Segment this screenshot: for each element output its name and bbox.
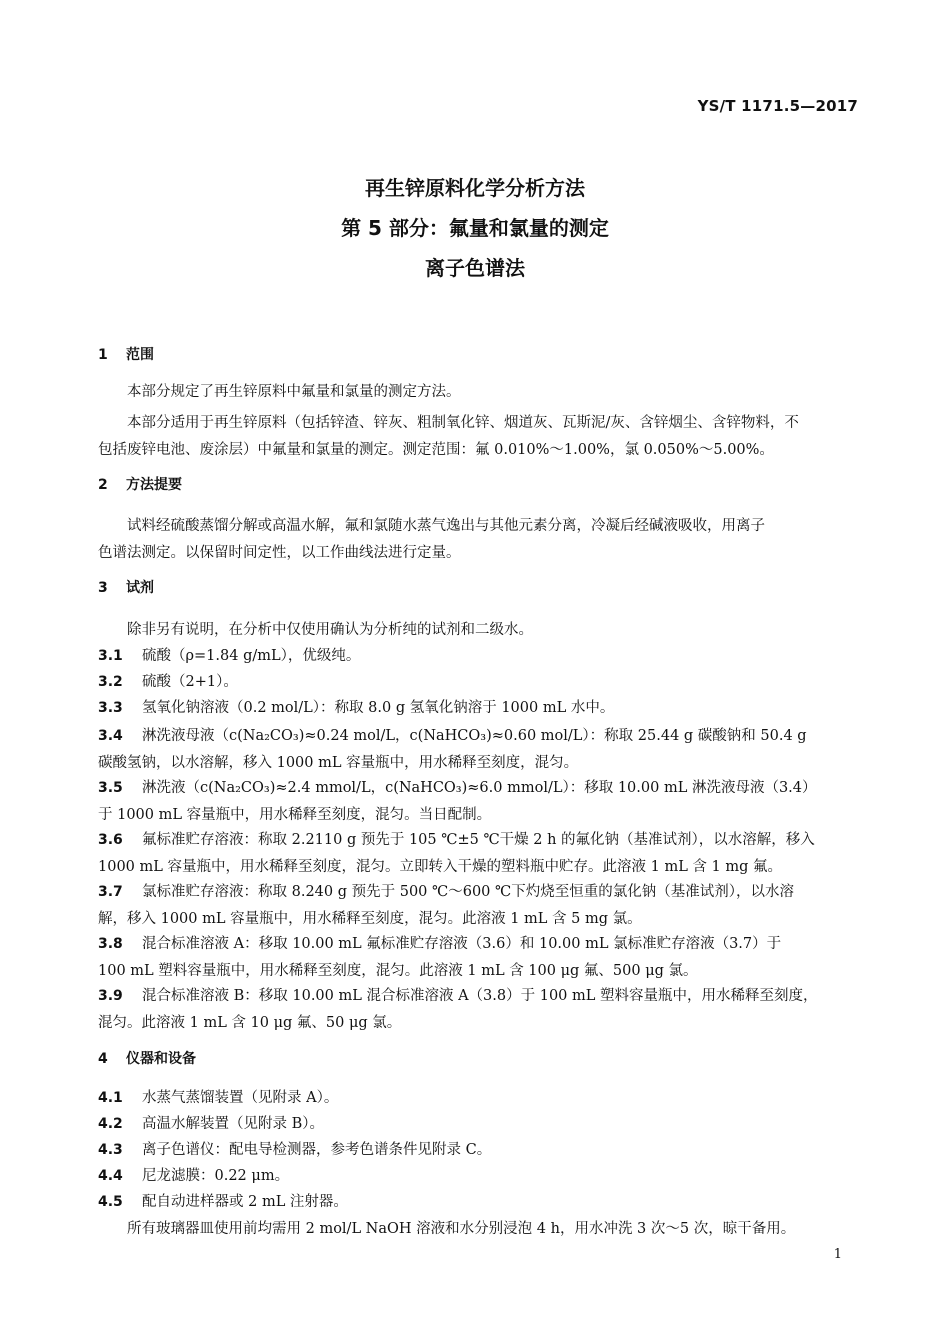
section-title: 试剂 — [126, 580, 154, 596]
item-text: 混合标准溶液 A：移取 10.00 mL 氟标准贮存溶液（3.6）和 10.00 mL 氯标准贮存溶液（3.7）于 — [142, 936, 782, 952]
item-text: 配自动进样器或 2 mL 注射器。 — [142, 1194, 348, 1210]
section-number: 3 — [98, 580, 108, 596]
item-text: 氯标准贮存溶液：称取 8.240 g 预先于 500 ℃～600 ℃下灼烧至恒重的氯化钠（基准试剂），以水溶 — [142, 884, 794, 900]
item-text: 混合标准溶液 B：移取 10.00 mL 混合标准溶液 A（3.8）于 100 mL 塑料容量瓶中，用水稀释至刻度， — [142, 988, 818, 1004]
equipment-item — [98, 1163, 860, 1190]
reagent-item-continuation: 于 1000 mL 容量瓶中，用水稀释至刻度，混匀。当日配制。 — [98, 807, 492, 823]
section-title: 范围 — [126, 347, 154, 363]
reagent-item — [98, 827, 860, 854]
item-text: 离子色谱仪：配电导检测器，参考色谱条件见附录 C。 — [142, 1142, 492, 1158]
reagent-item — [98, 669, 860, 696]
item-text: 水蒸气蒸馏装置（见附录 A）。 — [142, 1090, 339, 1106]
page-number: 1 — [833, 1247, 842, 1262]
section-2-paragraph-line-1: 试料经硫酸蒸馏分解或高温水解，氟和氯随水蒸气逸出与其他元素分离，冷凝后经碱液吸收，用离子 — [127, 518, 765, 534]
reagent-item-continuation: 1000 mL 容量瓶中，用水稀释至刻度，混匀。立即转入干燥的塑料瓶中贮存。此溶液 1 mL 含 1 mg 氟。 — [98, 859, 783, 875]
equipment-note: 所有玻璃器皿使用前均需用 2 mol/L NaOH 溶液和水分别浸泡 4 h，用水冲洗 3 次～5 次，晾干备用。 — [127, 1221, 796, 1237]
equipment-item — [98, 1085, 860, 1112]
section-2-heading — [98, 475, 182, 495]
section-title: 方法提要 — [126, 477, 182, 493]
section-4-heading — [98, 1049, 196, 1069]
item-number: 4.1 — [98, 1090, 123, 1106]
item-number: 3.7 — [98, 884, 123, 900]
item-text: 硫酸（ρ=1.84 g/mL），优级纯。 — [142, 648, 361, 664]
standard-number: YS/T 1171.5—2017 — [697, 97, 858, 115]
equipment-item — [98, 1189, 860, 1216]
doc-title-line-1: 再生锌原料化学分析方法 — [365, 176, 585, 200]
item-text: 硫酸（2+1）。 — [142, 674, 238, 690]
section-1-paragraph-2-line-2: 包括废锌电池、废涂层）中氟量和氯量的测定。测定范围：氟 0.010%～1.00%，氯 0.050%～5.00%。 — [98, 442, 774, 458]
item-number: 4.2 — [98, 1116, 123, 1132]
section-3-intro: 除非另有说明，在分析中仅使用确认为分析纯的试剂和二级水。 — [127, 622, 533, 638]
equipment-item — [98, 1137, 860, 1164]
section-title: 仪器和设备 — [126, 1051, 196, 1067]
item-number: 4.5 — [98, 1194, 123, 1210]
section-number: 1 — [98, 347, 108, 363]
reagent-item — [98, 983, 860, 1010]
equipment-item — [98, 1111, 860, 1138]
item-number: 3.3 — [98, 700, 123, 716]
reagent-item-continuation: 混匀。此溶液 1 mL 含 10 μg 氟、50 μg 氯。 — [98, 1015, 402, 1031]
item-text: 高温水解装置（见附录 B）。 — [142, 1116, 325, 1132]
item-text: 尼龙滤膜：0.22 μm。 — [142, 1168, 290, 1184]
section-2-paragraph-line-2: 色谱法测定。以保留时间定性，以工作曲线法进行定量。 — [98, 545, 461, 561]
reagent-item — [98, 879, 860, 906]
reagent-item — [98, 643, 860, 670]
section-number: 4 — [98, 1051, 108, 1067]
section-1-paragraph-1: 本部分规定了再生锌原料中氟量和氯量的测定方法。 — [127, 384, 461, 400]
item-text: 淋洗液母液（c(Na₂CO₃)≈0.24 mol/L，c(NaHCO₃)≈0.60 mol/L）：称取 25.44 g 碳酸钠和 50.4 g — [142, 728, 807, 744]
item-number: 4.4 — [98, 1168, 123, 1184]
item-number: 3.6 — [98, 832, 123, 848]
reagent-item — [98, 931, 860, 958]
item-number: 3.2 — [98, 674, 123, 690]
item-number: 4.3 — [98, 1142, 123, 1158]
section-3-heading — [98, 578, 154, 598]
section-1-heading — [98, 345, 154, 365]
reagent-item — [98, 723, 860, 750]
item-number: 3.4 — [98, 728, 123, 744]
section-1-paragraph-2-line-1: 本部分适用于再生锌原料（包括锌渣、锌灰、粗制氧化锌、烟道灰、瓦斯泥/灰、含锌烟尘、含锌物料，不 — [127, 415, 799, 431]
reagent-item — [98, 775, 860, 802]
doc-title-line-3: 离子色谱法 — [425, 256, 525, 280]
doc-title-line-2: 第 5 部分：氟量和氯量的测定 — [341, 216, 609, 240]
item-number: 3.5 — [98, 780, 123, 796]
item-number: 3.1 — [98, 648, 123, 664]
reagent-item-continuation: 碳酸氢钠，以水溶解，移入 1000 mL 容量瓶中，用水稀释至刻度，混匀。 — [98, 755, 579, 771]
item-text: 氢氧化钠溶液（0.2 mol/L）：称取 8.0 g 氢氧化钠溶于 1000 mL 水中。 — [142, 700, 615, 716]
section-number: 2 — [98, 477, 108, 493]
reagent-item-continuation: 解，移入 1000 mL 容量瓶中，用水稀释至刻度，混匀。此溶液 1 mL 含 5 mg 氯。 — [98, 911, 642, 927]
item-text: 淋洗液（c(Na₂CO₃)≈2.4 mmol/L，c(NaHCO₃)≈6.0 mmol/L）：移取 10.00 mL 淋洗液母液（3.4） — [142, 780, 817, 796]
item-number: 3.8 — [98, 936, 123, 952]
reagent-item-continuation: 100 mL 塑料容量瓶中，用水稀释至刻度，混匀。此溶液 1 mL 含 100 μg 氟、500 μg 氯。 — [98, 963, 698, 979]
item-number: 3.9 — [98, 988, 123, 1004]
item-text: 氟标准贮存溶液：称取 2.2110 g 预先于 105 ℃±5 ℃干燥 2 h 的氟化钠（基准试剂），以水溶解，移入 — [142, 832, 815, 848]
reagent-item — [98, 695, 860, 722]
